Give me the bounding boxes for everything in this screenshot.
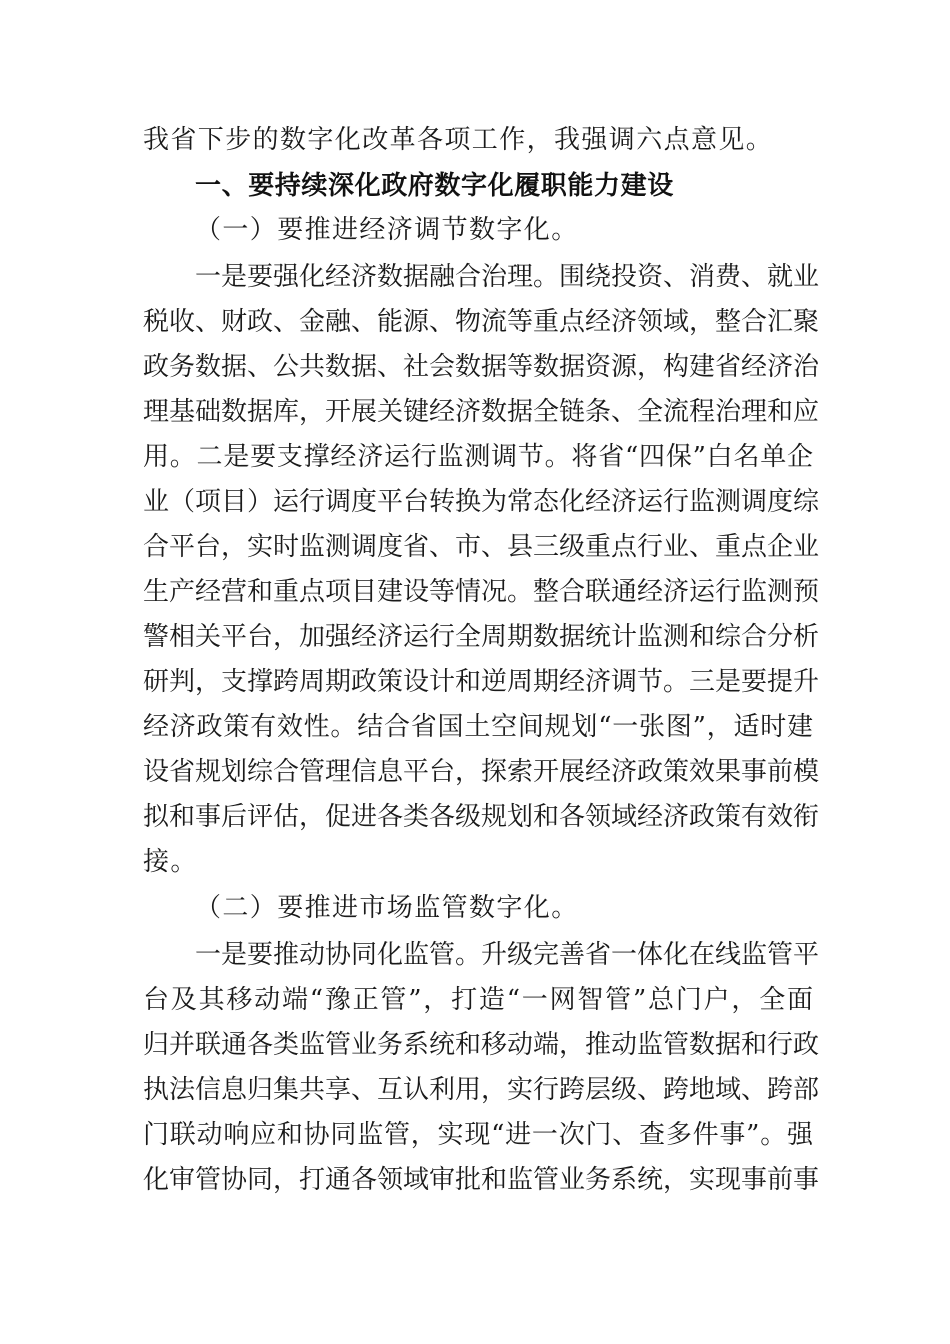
paragraph-line: 门联动响应和协同监管，实现“进一次门、查多件事”。强 xyxy=(143,1120,813,1150)
paragraph-line: 理基础数据库，开展关键经济数据全链条、全流程治理和应 xyxy=(143,397,820,427)
subsection-heading-economy: （一）要推进经济调节数字化。 xyxy=(195,215,579,245)
paragraph-line: 政务数据、公共数据、社会数据等数据资源，构建省经济治 xyxy=(143,352,820,382)
paragraph-line: 拟和事后评估，促进各类各级规划和各领域经济政策有效衔 xyxy=(143,802,820,832)
paragraph-line: 一是要推动协同化监管。升级完善省一体化在线监管平 xyxy=(195,940,820,970)
paragraph-line: 合平台，实时监测调度省、市、县三级重点行业、重点企业 xyxy=(143,532,820,562)
intro-paragraph-line: 我省下步的数字化改革各项工作，我强调六点意见。 xyxy=(143,125,774,155)
paragraph-line: 研判，支撑跨周期政策设计和逆周期经济调节。三是要提升 xyxy=(143,667,820,697)
paragraph-line: 一是要强化经济数据融合治理。围绕投资、消费、就业 xyxy=(195,262,820,292)
paragraph-line: 业（项目）运行调度平台转换为常态化经济运行监测调度综 xyxy=(143,487,820,517)
paragraph-line: 台及其移动端“豫正管”，打造“一网智管”总门户，全面 xyxy=(143,985,813,1015)
paragraph-line: 设省规划综合管理信息平台，探索开展经济政策效果事前模 xyxy=(143,757,820,787)
section-heading: 一、要持续深化政府数字化履职能力建设 xyxy=(195,171,674,201)
paragraph-line: 生产经营和重点项目建设等情况。整合联通经济运行监测预 xyxy=(143,577,820,607)
paragraph-line: 经济政策有效性。结合省国土空间规划“一张图”，适时建 xyxy=(143,712,813,742)
paragraph-line: 接。 xyxy=(143,847,198,877)
subsection-heading-market: （二）要推进市场监管数字化。 xyxy=(195,893,579,923)
paragraph-line: 化审管协同，打通各领域审批和监管业务系统，实现事前事 xyxy=(143,1165,820,1195)
paragraph-line: 用。二是要支撑经济运行监测调节。将省“四保”白名单企 xyxy=(143,442,813,472)
paragraph-line: 税收、财政、金融、能源、物流等重点经济领域，整合汇聚 xyxy=(143,307,820,337)
paragraph-line: 警相关平台，加强经济运行全周期数据统计监测和综合分析 xyxy=(143,622,820,652)
paragraph-line: 归并联通各类监管业务系统和移动端，推动监管数据和行政 xyxy=(143,1030,820,1060)
paragraph-line: 执法信息归集共享、互认利用，实行跨层级、跨地域、跨部 xyxy=(143,1075,820,1105)
